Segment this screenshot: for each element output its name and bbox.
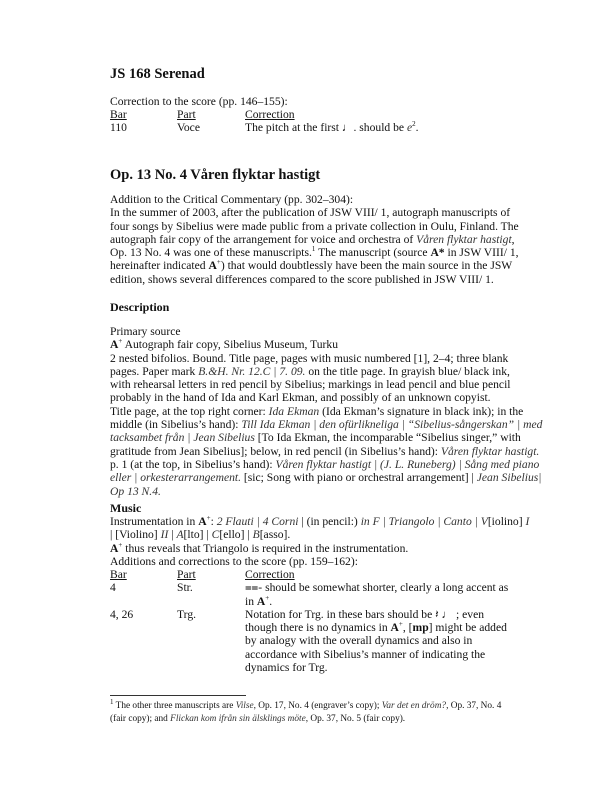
bar-cell: 110: [110, 121, 127, 135]
section-title-varen: Op. 13 No. 4 Våren flyktar hastigt: [110, 167, 321, 183]
part-cell: Trg.: [177, 607, 197, 621]
superscript: +: [216, 258, 221, 267]
text-line: [110, 713, 530, 726]
text-line: [245, 621, 510, 634]
footnote: [110, 697, 530, 727]
text-run: in: [245, 594, 257, 608]
text-line: [110, 391, 510, 404]
column-header: Bar: [110, 568, 127, 581]
text-run: | (in pencil:): [298, 515, 361, 528]
column-header: Correction: [245, 568, 295, 581]
text-line: [245, 121, 510, 134]
text-run: | [Violino]: [110, 528, 161, 542]
text-run: , Op. 37, No. 5 (fair copy).: [305, 714, 406, 725]
bold-text: A*: [430, 246, 445, 260]
text-run: |: [168, 528, 177, 542]
text-line: [110, 444, 540, 458]
italic-text: I: [525, 515, 530, 528]
text-run: Primary source: [110, 325, 181, 338]
superscript: 1: [110, 697, 114, 706]
text-run: Op. 13 No. 4 was one of these manuscripts.: [110, 246, 312, 260]
text-run: p. 1 (at the top, in Sibelius’s hand):: [110, 457, 276, 471]
text-line: [110, 338, 510, 351]
text-run: autograph fair copy of the arrangement for voice and orchestra of: [110, 232, 417, 246]
text-run: (fair copy); and: [110, 714, 171, 725]
text-line: [110, 514, 530, 528]
text-line: [110, 325, 510, 338]
text-line: [110, 555, 510, 568]
italic-text: Jean Sibelius|: [476, 471, 542, 485]
text-line: [110, 418, 543, 432]
italic-text: C: [211, 528, 220, 542]
italic-text: A: [176, 528, 184, 542]
text-run: , Op. 17, No. 4 (engraver’s copy);: [253, 701, 382, 711]
text-run: [lto] |: [183, 528, 212, 542]
text-run: In the summer of 2003, after the publication of JSW VIII/ 1, autograph manuscripts of: [110, 206, 511, 220]
text-run: [sic; Song with piano or orchestral arrangement] |: [241, 471, 477, 485]
footnote-divider: [110, 695, 246, 696]
text-line: [110, 378, 510, 391]
text-line: [110, 219, 519, 233]
column-header: Part: [177, 108, 196, 121]
superscript: +: [118, 337, 123, 346]
text-run: Addition to the Critical Commentary (pp. 302–304):: [110, 193, 354, 206]
text-run: [ello] |: [219, 528, 253, 542]
text-line: [110, 457, 540, 471]
text-run: hereinafter indicated: [110, 259, 209, 273]
text-run: Additions and corrections to the score (pp. 159–162):: [110, 554, 358, 568]
italic-text: Till Ida Ekman | den ofürlikneliga | “Sibelius-sångerskan” | med: [241, 418, 543, 432]
bold-text: A: [110, 541, 119, 555]
text-run: Title page, at the top right corner:: [110, 404, 269, 418]
text-line: [110, 232, 515, 246]
text-run: middle (in Sibelius’s hand):: [110, 418, 242, 432]
italic-text: B: [252, 528, 260, 542]
text-run: Autograph fair copy, Sibelius Museum, Turku: [122, 338, 338, 352]
text-run: with rehearsal letters in red pencil by Sibelius; markings in lead pencil and blue pencil: [110, 378, 511, 392]
text-line: [110, 485, 510, 498]
italic-text: in F | Triangolo | Canto | V: [360, 515, 488, 528]
text-line: [245, 661, 510, 674]
italic-text: Op 13 N.4.: [110, 484, 161, 498]
italic-text: II: [160, 528, 169, 542]
text-run: ,: [511, 232, 515, 246]
text-line: [110, 365, 510, 378]
text-line: [110, 404, 524, 418]
superscript: +: [398, 620, 403, 629]
italic-text: Var det en dröm?: [381, 701, 447, 711]
text-run: pages. Paper mark: [110, 364, 199, 378]
table-row: [110, 121, 510, 134]
description-heading: Description: [110, 300, 170, 314]
superscript: +: [206, 514, 211, 523]
text-run: :: [210, 515, 217, 528]
text-line: [110, 245, 519, 260]
table-row: [110, 581, 510, 608]
bar-cell: 4, 26: [110, 607, 134, 621]
text-line: [245, 634, 510, 647]
superscript: 2: [412, 120, 416, 129]
text-run: Instrumentation in: [110, 515, 199, 528]
text-run: gratitude from Jean Sibelius]; below, in red pencil (in Sibelius’s hand):: [110, 444, 441, 458]
text-line: [245, 581, 510, 594]
text-run: [To Ida Ekman, the incomparable “Sibelius singer,” with: [254, 431, 521, 445]
text-run: The manuscript (source: [315, 246, 431, 260]
text-run: thus reveals that Triangolo is required in the instrumentation.: [122, 541, 409, 555]
italic-text: B.&H. Nr. 12.C | 7. 09.: [198, 364, 306, 378]
italic-text: eller | orkesterarrangement.: [110, 471, 242, 485]
italic-text: Flickan kom ifrån sin älsklings möte: [170, 714, 306, 725]
text-run: The other three manuscripts are: [113, 701, 236, 711]
serenad-table: [110, 108, 510, 135]
text-run: accordance with Sibelius’s manner of indicating the: [245, 647, 486, 661]
text-line: [110, 542, 510, 555]
text-line: [110, 206, 510, 219]
italic-text: 2 Flauti | 4 Corni: [216, 515, 299, 528]
superscript: 1: [311, 245, 316, 254]
part-cell: Str.: [177, 581, 193, 595]
music-heading: Music: [110, 501, 142, 515]
text-line: [110, 352, 510, 365]
text-run: ) that would doubtlessly have been the main source in the JSW: [220, 259, 513, 273]
bold-text: A: [208, 259, 217, 273]
text-line: [110, 258, 513, 273]
text-run: [iolino]: [487, 515, 526, 528]
superscript: +: [265, 593, 270, 602]
text-run: ] might be added: [428, 621, 507, 635]
text-run: [asso].: [259, 528, 291, 542]
text-run: .: [415, 121, 419, 135]
bold-text: mp: [412, 621, 429, 635]
serenad-intro: Correction to the score (pp. 146–155):: [110, 95, 288, 108]
text-run: ⩵- should be somewhat shorter, clearly a long accent as: [245, 581, 509, 595]
text-line: [245, 595, 510, 608]
text-run: 2 nested bifolios. Bound. Title page, pages with music numbered [1], 2–4; three blank: [110, 351, 509, 365]
addition-paragraph: [110, 193, 519, 286]
text-run: Notation for Trg. in these bars should be 𝄽 ♩ ; even: [245, 607, 485, 621]
text-line: [110, 528, 510, 541]
text-run: in JSW VIII/ 1,: [444, 246, 519, 260]
bar-cell: 4: [110, 581, 116, 595]
text-line: [245, 648, 510, 661]
text-line: [110, 431, 521, 445]
text-line: [110, 273, 510, 286]
text-run: .: [269, 594, 273, 608]
description-paragraph: [110, 325, 543, 498]
text-run: edition, shows several differences compared to the score published in JSW VIII/ 1.: [110, 272, 494, 286]
italic-text: Ida Ekman: [268, 404, 320, 418]
italic-text: Våren flyktar hastigt: [416, 232, 512, 246]
italic-text: Våren flyktar hastigt.: [440, 444, 540, 458]
text-line: [110, 697, 530, 713]
italic-text: e: [406, 121, 413, 135]
italic-text: Vilse: [235, 701, 254, 711]
text-run: though there is no dynamics in: [245, 621, 391, 635]
bold-text: A: [256, 594, 266, 608]
text-run: probably in the hand of Ida and Karl Ekman, and possibly of an unknown copyist.: [110, 391, 491, 405]
table-header: [110, 108, 510, 121]
table-row: [110, 608, 510, 674]
italic-text: tacksambet från | Jean Sibelius: [110, 431, 255, 445]
correction-cell: [245, 121, 510, 134]
text-run: four songs by Sibelius were made public from a private collection in Oulu, Finland. The: [110, 219, 519, 233]
correction-cell: [245, 608, 510, 674]
text-run: (Ida Ekman’s signature in black ink); in the: [319, 404, 524, 418]
column-header: Correction: [245, 108, 295, 121]
bold-text: A: [390, 621, 399, 635]
varen-table: [110, 568, 510, 674]
bold-text: A: [198, 515, 207, 528]
text-line: [110, 193, 510, 206]
column-header: Part: [177, 568, 196, 581]
music-paragraph: [110, 514, 530, 568]
part-cell: Voce: [177, 121, 200, 135]
superscript: +: [118, 540, 123, 549]
table-header: [110, 568, 510, 581]
italic-text: Våren flyktar hastigt | (J. L. Runeberg) | Sång med piano: [275, 457, 540, 471]
text-run: on the title page. In grayish blue/ black ink,: [305, 364, 510, 378]
text-line: [245, 608, 510, 621]
text-run: , Op. 37, No. 4: [446, 701, 502, 711]
text-run: , [: [402, 621, 413, 635]
bold-text: A: [110, 338, 119, 352]
text-run: by analogy with the overall dynamics and also in: [245, 634, 473, 648]
section-title-serenad: JS 168 Serenad: [110, 66, 205, 82]
text-line: [110, 471, 542, 485]
text-run: The pitch at the first ♩. should be: [245, 121, 407, 135]
text-run: dynamics for Trg.: [245, 661, 328, 675]
correction-cell: [245, 581, 510, 608]
column-header: Bar: [110, 108, 127, 121]
